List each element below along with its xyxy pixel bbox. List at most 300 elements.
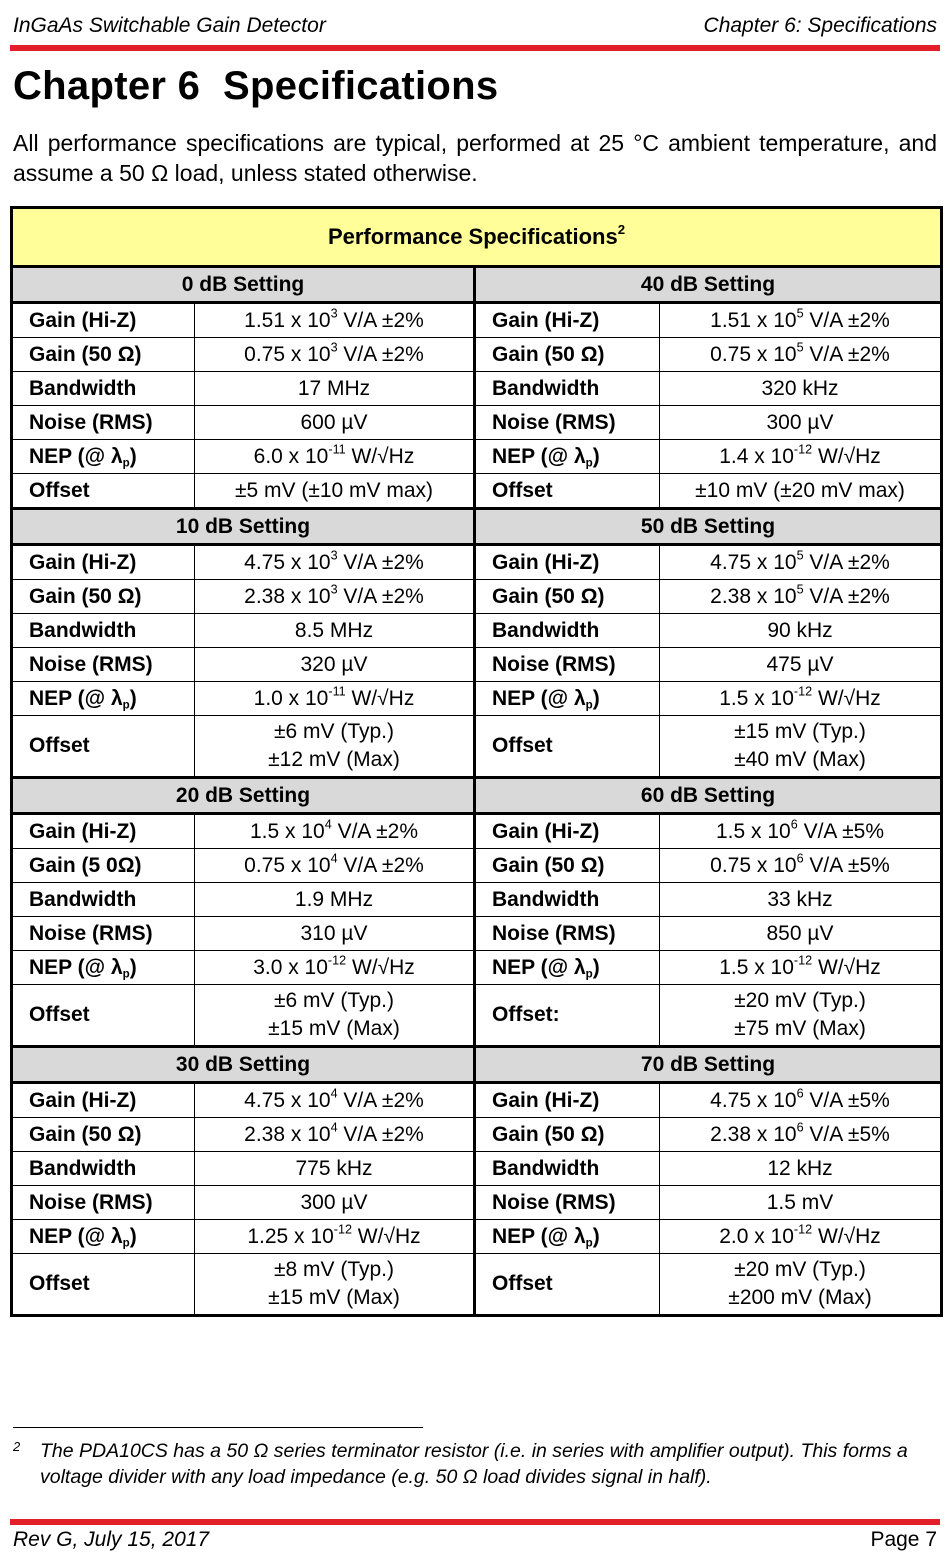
spec-label-0-db-setting-gain-hi-z	[12, 303, 195, 338]
table-row	[12, 1220, 942, 1254]
spec-value-60-db-setting-offset	[660, 985, 942, 1047]
spec-value-text: 300 µV	[300, 1190, 368, 1214]
setting-header-row	[12, 1047, 942, 1083]
spec-label-60-db-setting-noise-rms	[475, 917, 660, 951]
spec-value-exponent: 3	[330, 306, 338, 321]
spec-label-0-db-setting-nep-p	[12, 440, 195, 474]
spec-label-text: Noise (RMS)	[29, 1190, 153, 1214]
spec-value-40-db-setting-gain-50	[660, 338, 942, 372]
spec-label-text: Offset	[29, 734, 90, 757]
spec-value-unit: V/A ±5%	[803, 853, 890, 877]
spec-value-0-db-setting-nep-p	[195, 440, 475, 474]
spec-value-exponent: -12	[793, 442, 813, 457]
footer-revision: Rev G, July 15, 2017	[13, 1528, 210, 1551]
spec-label-70-db-setting-gain-50	[475, 1118, 660, 1152]
spec-label-60-db-setting-offset	[475, 985, 660, 1047]
spec-label-30-db-setting-noise-rms	[12, 1186, 195, 1220]
footer-rule	[10, 1519, 940, 1525]
spec-value-20-db-setting-gain-5-0	[195, 849, 475, 883]
spec-label-text: Offset	[29, 1003, 90, 1026]
spec-value-30-db-setting-gain-50	[195, 1118, 475, 1152]
spec-value-70-db-setting-nep-p	[660, 1220, 942, 1254]
spec-value-mantissa: 1.51 x 10	[244, 308, 331, 332]
spec-label-text: Offset:	[492, 1003, 560, 1026]
spec-label-70-db-setting-gain-hi-z	[475, 1083, 660, 1118]
spec-value-0-db-setting-noise-rms	[195, 406, 475, 440]
spec-label-text: Gain (50 Ω)	[29, 342, 142, 366]
spec-label-suffix: )	[129, 955, 137, 979]
spec-label-70-db-setting-noise-rms	[475, 1186, 660, 1220]
spec-value-0-db-setting-gain-hi-z	[195, 303, 475, 338]
spec-value-line: ±6 mV (Typ.)	[273, 989, 395, 1012]
spec-value-text: 8.5 MHz	[294, 618, 374, 642]
table-row	[12, 716, 942, 778]
spec-label-text: Noise (RMS)	[29, 921, 153, 945]
spec-value-20-db-setting-nep-p	[195, 951, 475, 985]
spec-value-text: 1.5 mV	[766, 1190, 834, 1214]
spec-label-40-db-setting-bandwidth	[475, 372, 660, 406]
spec-value-70-db-setting-bandwidth	[660, 1152, 942, 1186]
spec-value-50-db-setting-bandwidth	[660, 614, 942, 648]
spec-value-text: 33 kHz	[767, 887, 833, 911]
spec-value-line: ±20 mV (Typ.)	[734, 989, 866, 1012]
table-row	[12, 614, 942, 648]
setting-header-0-db-setting: 0 dB Setting	[12, 267, 475, 303]
spec-label-20-db-setting-gain-hi-z	[12, 814, 195, 849]
spec-value-line: ±8 mV (Typ.)	[273, 1258, 395, 1281]
spec-value-unit: V/A ±5%	[797, 819, 884, 843]
spec-value-unit: W/√Hz	[351, 1224, 421, 1248]
spec-value-mantissa: 2.38 x 10	[710, 584, 797, 608]
spec-value-unit: V/A ±2%	[803, 550, 890, 574]
spec-label-text: Gain (50 Ω)	[29, 584, 142, 608]
footnote-text: The PDA10CS has a 50 Ω series terminator resistor (i.e. in series with amplifier output). This forms a voltage divider with any load impedance (e.g. 50 Ω load divides signal in half).	[40, 1440, 908, 1488]
spec-label-30-db-setting-gain-50	[12, 1118, 195, 1152]
chapter-title: Chapter 6 Specifications	[13, 64, 499, 108]
spec-value-unit: V/A ±5%	[803, 1122, 890, 1146]
setting-header-50-db-setting: 50 dB Setting	[475, 509, 942, 545]
spec-label-60-db-setting-bandwidth	[475, 883, 660, 917]
performance-spec-table	[10, 206, 943, 1317]
spec-value-unit: V/A ±2%	[803, 342, 890, 366]
spec-value-text: 1.9 MHz	[294, 887, 374, 911]
spec-value-mantissa: 6.0 x 10	[253, 444, 329, 468]
spec-label-text: Noise (RMS)	[492, 1190, 616, 1214]
table-row	[12, 545, 942, 580]
spec-label-10-db-setting-noise-rms	[12, 648, 195, 682]
spec-label-subscript: p	[122, 456, 130, 469]
spec-label-40-db-setting-noise-rms	[475, 406, 660, 440]
table-title-row	[12, 208, 942, 267]
spec-value-unit: V/A ±2%	[337, 550, 424, 574]
spec-value-line: ±75 mV (Max)	[734, 1017, 866, 1040]
spec-value-mantissa: 1.5 x 10	[250, 819, 325, 843]
spec-value-exponent: 4	[330, 1086, 338, 1101]
spec-label-text: Gain (50 Ω)	[492, 853, 605, 877]
spec-value-unit: V/A ±5%	[803, 1088, 890, 1112]
spec-value-unit: V/A ±2%	[337, 342, 424, 366]
spec-label-text: NEP (@ λ	[492, 444, 586, 468]
spec-value-exponent: 5	[796, 548, 804, 563]
table-row	[12, 648, 942, 682]
table-row	[12, 1083, 942, 1118]
spec-value-text: ±5 mV (±10 mV max)	[234, 478, 434, 502]
spec-label-subscript: p	[122, 698, 130, 711]
setting-header-60-db-setting: 60 dB Setting	[475, 778, 942, 814]
spec-label-text: Gain (Hi-Z)	[29, 819, 137, 843]
header-rule	[10, 45, 940, 51]
spec-value-70-db-setting-noise-rms	[660, 1186, 942, 1220]
spec-value-exponent: 4	[324, 817, 332, 832]
spec-label-text: NEP (@ λ	[29, 444, 123, 468]
spec-value-unit: V/A ±2%	[337, 853, 424, 877]
table-row	[12, 474, 942, 509]
spec-value-line: ±20 mV (Typ.)	[734, 1258, 866, 1281]
spec-value-unit: V/A ±2%	[803, 308, 890, 332]
footnote-mark: 2	[13, 1439, 21, 1454]
spec-label-50-db-setting-noise-rms	[475, 648, 660, 682]
spec-value-mantissa: 4.75 x 10	[244, 1088, 331, 1112]
spec-value-0-db-setting-offset	[195, 474, 475, 509]
table-row	[12, 951, 942, 985]
spec-value-exponent: 4	[330, 851, 338, 866]
spec-label-30-db-setting-nep-p	[12, 1220, 195, 1254]
spec-label-10-db-setting-gain-hi-z	[12, 545, 195, 580]
table-row	[12, 1118, 942, 1152]
spec-value-unit: V/A ±2%	[803, 584, 890, 608]
spec-label-30-db-setting-bandwidth	[12, 1152, 195, 1186]
spec-value-unit: W/√Hz	[812, 444, 881, 468]
spec-value-70-db-setting-gain-50	[660, 1118, 942, 1152]
spec-label-60-db-setting-gain-hi-z	[475, 814, 660, 849]
spec-label-30-db-setting-offset	[12, 1254, 195, 1316]
table-row	[12, 883, 942, 917]
spec-label-suffix: )	[129, 1224, 137, 1248]
spec-label-text: Gain (5 0Ω)	[29, 853, 142, 877]
spec-value-30-db-setting-gain-hi-z	[195, 1083, 475, 1118]
spec-value-mantissa: 2.38 x 10	[710, 1122, 797, 1146]
running-header	[13, 14, 937, 42]
spec-value-text: 600 µV	[300, 410, 368, 434]
spec-label-text: Gain (Hi-Z)	[492, 308, 600, 332]
spec-value-60-db-setting-noise-rms	[660, 917, 942, 951]
spec-label-70-db-setting-offset	[475, 1254, 660, 1316]
spec-value-exponent: 6	[796, 1086, 804, 1101]
spec-value-mantissa: 1.51 x 10	[710, 308, 797, 332]
spec-value-mantissa: 2.38 x 10	[244, 1122, 331, 1146]
spec-value-unit: W/√Hz	[345, 686, 415, 710]
spec-label-text: Noise (RMS)	[492, 652, 616, 676]
spec-value-exponent: 6	[796, 1120, 804, 1135]
spec-value-40-db-setting-bandwidth	[660, 372, 942, 406]
spec-label-40-db-setting-gain-50	[475, 338, 660, 372]
spec-value-mantissa: 1.0 x 10	[253, 686, 329, 710]
spec-value-exponent: 5	[796, 306, 804, 321]
spec-value-50-db-setting-offset	[660, 716, 942, 778]
table-row	[12, 1254, 942, 1316]
spec-label-text: Bandwidth	[29, 618, 137, 642]
spec-label-suffix: )	[129, 686, 137, 710]
spec-label-70-db-setting-bandwidth	[475, 1152, 660, 1186]
spec-value-mantissa: 4.75 x 10	[710, 550, 797, 574]
setting-header-10-db-setting: 10 dB Setting	[12, 509, 475, 545]
footnote	[13, 1438, 937, 1490]
header-chapter-name: Chapter 6: Specifications	[703, 14, 937, 37]
spec-label-50-db-setting-offset	[475, 716, 660, 778]
spec-label-text: Gain (50 Ω)	[29, 1122, 142, 1146]
spec-label-40-db-setting-offset	[475, 474, 660, 509]
spec-label-0-db-setting-offset	[12, 474, 195, 509]
spec-label-50-db-setting-nep-p	[475, 682, 660, 716]
spec-label-text: Noise (RMS)	[492, 921, 616, 945]
table-row	[12, 580, 942, 614]
spec-label-40-db-setting-gain-hi-z	[475, 303, 660, 338]
spec-label-20-db-setting-bandwidth	[12, 883, 195, 917]
table-row	[12, 338, 942, 372]
spec-value-10-db-setting-nep-p	[195, 682, 475, 716]
spec-value-text: 475 µV	[766, 652, 834, 676]
spec-label-subscript: p	[122, 967, 130, 980]
spec-value-line: ±15 mV (Max)	[268, 1286, 400, 1309]
spec-value-exponent: -12	[327, 953, 347, 968]
spec-value-mantissa: 0.75 x 10	[244, 853, 331, 877]
spec-value-60-db-setting-nep-p	[660, 951, 942, 985]
spec-value-unit: V/A ±2%	[331, 819, 418, 843]
spec-label-suffix: )	[592, 1224, 600, 1248]
spec-label-text: Offset	[492, 1272, 553, 1295]
spec-value-50-db-setting-nep-p	[660, 682, 942, 716]
spec-label-text: Gain (50 Ω)	[492, 1122, 605, 1146]
spec-value-30-db-setting-offset	[195, 1254, 475, 1316]
spec-value-text: ±10 mV (±20 mV max)	[695, 478, 905, 502]
spec-value-50-db-setting-noise-rms	[660, 648, 942, 682]
table-title	[12, 208, 942, 267]
spec-value-line: ±15 mV (Typ.)	[734, 720, 866, 743]
spec-value-unit: V/A ±2%	[337, 584, 424, 608]
spec-label-text: NEP (@ λ	[29, 955, 123, 979]
spec-value-40-db-setting-offset	[660, 474, 942, 509]
setting-header-row	[12, 509, 942, 545]
spec-label-text: Offset	[492, 478, 553, 502]
spec-value-exponent: -12	[333, 1222, 352, 1237]
table-row	[12, 1152, 942, 1186]
spec-label-text: Gain (Hi-Z)	[492, 550, 600, 574]
spec-label-text: Noise (RMS)	[29, 410, 153, 434]
spec-value-unit: V/A ±2%	[337, 1088, 424, 1112]
spec-label-40-db-setting-nep-p	[475, 440, 660, 474]
spec-value-mantissa: 2.0 x 10	[719, 1224, 794, 1248]
spec-value-exponent: 3	[330, 340, 338, 355]
spec-label-20-db-setting-offset	[12, 985, 195, 1047]
table-row	[12, 372, 942, 406]
spec-label-60-db-setting-nep-p	[475, 951, 660, 985]
spec-value-line: ±40 mV (Max)	[734, 748, 866, 771]
spec-value-30-db-setting-nep-p	[195, 1220, 475, 1254]
spec-label-text: Bandwidth	[492, 618, 600, 642]
table-row	[12, 303, 942, 338]
spec-label-text: Gain (50 Ω)	[492, 584, 605, 608]
spec-label-text: Gain (50 Ω)	[492, 342, 605, 366]
spec-value-20-db-setting-offset	[195, 985, 475, 1047]
spec-value-exponent: -12	[793, 953, 813, 968]
spec-value-mantissa: 2.38 x 10	[244, 584, 331, 608]
spec-label-10-db-setting-nep-p	[12, 682, 195, 716]
spec-value-unit: W/√Hz	[812, 686, 881, 710]
spec-label-text: Bandwidth	[492, 1156, 600, 1180]
spec-value-20-db-setting-bandwidth	[195, 883, 475, 917]
setting-header-40-db-setting: 40 dB Setting	[475, 267, 942, 303]
header-document-title: InGaAs Switchable Gain Detector	[13, 14, 326, 37]
spec-label-20-db-setting-gain-5-0	[12, 849, 195, 883]
spec-value-line: ±12 mV (Max)	[268, 748, 400, 771]
spec-label-text: Noise (RMS)	[29, 652, 153, 676]
spec-value-40-db-setting-gain-hi-z	[660, 303, 942, 338]
spec-value-10-db-setting-gain-hi-z	[195, 545, 475, 580]
setting-header-20-db-setting: 20 dB Setting	[12, 778, 475, 814]
spec-label-50-db-setting-gain-50	[475, 580, 660, 614]
spec-value-unit: W/√Hz	[345, 444, 415, 468]
table-row	[12, 440, 942, 474]
spec-value-exponent: 6	[790, 817, 798, 832]
spec-value-10-db-setting-gain-50	[195, 580, 475, 614]
spec-value-20-db-setting-gain-hi-z	[195, 814, 475, 849]
spec-value-exponent: 3	[330, 548, 338, 563]
spec-value-line: ±6 mV (Typ.)	[273, 720, 395, 743]
spec-value-unit: V/A ±2%	[337, 1122, 424, 1146]
spec-value-30-db-setting-bandwidth	[195, 1152, 475, 1186]
spec-value-exponent: 3	[330, 582, 338, 597]
spec-value-text: 775 kHz	[295, 1156, 373, 1180]
spec-label-subscript: p	[585, 1236, 593, 1249]
spec-value-text: 320 µV	[300, 652, 368, 676]
spec-value-mantissa: 3.0 x 10	[253, 955, 328, 979]
spec-value-mantissa: 1.5 x 10	[716, 819, 791, 843]
spec-label-10-db-setting-bandwidth	[12, 614, 195, 648]
table-row	[12, 985, 942, 1047]
spec-value-30-db-setting-noise-rms	[195, 1186, 475, 1220]
setting-header-row	[12, 267, 942, 303]
spec-label-text: Gain (Hi-Z)	[29, 550, 137, 574]
spec-value-70-db-setting-offset	[660, 1254, 942, 1316]
table-row	[12, 814, 942, 849]
spec-value-text: 12 kHz	[767, 1156, 833, 1180]
spec-label-suffix: )	[592, 444, 600, 468]
table-row	[12, 682, 942, 716]
spec-value-exponent: -12	[793, 684, 813, 699]
spec-label-text: Gain (Hi-Z)	[29, 308, 137, 332]
spec-value-mantissa: 4.75 x 10	[710, 1088, 797, 1112]
table-row	[12, 1186, 942, 1220]
spec-value-exponent: 5	[796, 582, 804, 597]
spec-label-0-db-setting-noise-rms	[12, 406, 195, 440]
spec-value-exponent: -12	[793, 1222, 813, 1237]
spec-value-10-db-setting-bandwidth	[195, 614, 475, 648]
spec-label-0-db-setting-bandwidth	[12, 372, 195, 406]
spec-label-suffix: )	[129, 444, 137, 468]
spec-label-70-db-setting-nep-p	[475, 1220, 660, 1254]
spec-label-subscript: p	[122, 1236, 130, 1249]
setting-header-70-db-setting: 70 dB Setting	[475, 1047, 942, 1083]
spec-value-text: 320 kHz	[761, 376, 839, 400]
spec-label-20-db-setting-noise-rms	[12, 917, 195, 951]
spec-label-20-db-setting-nep-p	[12, 951, 195, 985]
spec-value-50-db-setting-gain-hi-z	[660, 545, 942, 580]
spec-label-subscript: p	[585, 967, 593, 980]
spec-value-exponent: 6	[796, 851, 804, 866]
spec-value-60-db-setting-gain-hi-z	[660, 814, 942, 849]
spec-label-text: Bandwidth	[492, 887, 600, 911]
spec-label-10-db-setting-gain-50	[12, 580, 195, 614]
spec-value-mantissa: 1.5 x 10	[719, 955, 794, 979]
spec-label-text: NEP (@ λ	[492, 955, 586, 979]
spec-value-mantissa: 0.75 x 10	[710, 342, 797, 366]
spec-value-mantissa: 0.75 x 10	[710, 853, 797, 877]
spec-value-text: 17 MHz	[297, 376, 371, 400]
table-title-footnote-ref: 2	[617, 222, 626, 238]
spec-value-unit: W/√Hz	[812, 1224, 881, 1248]
spec-value-10-db-setting-noise-rms	[195, 648, 475, 682]
footnote-rule	[13, 1427, 423, 1428]
spec-value-exponent: 5	[796, 340, 804, 355]
spec-value-60-db-setting-gain-50	[660, 849, 942, 883]
spec-label-text: Offset	[29, 1272, 90, 1295]
spec-value-exponent: -11	[328, 442, 346, 457]
spec-label-0-db-setting-gain-50	[12, 338, 195, 372]
spec-label-suffix: )	[592, 686, 600, 710]
spec-label-text: Gain (Hi-Z)	[29, 1088, 137, 1112]
spec-label-text: Bandwidth	[29, 1156, 137, 1180]
spec-value-text: 90 kHz	[767, 618, 833, 642]
spec-label-text: NEP (@ λ	[492, 1224, 586, 1248]
spec-value-60-db-setting-bandwidth	[660, 883, 942, 917]
spec-label-text: Gain (Hi-Z)	[492, 1088, 600, 1112]
spec-label-subscript: p	[585, 456, 593, 469]
table-row	[12, 849, 942, 883]
spec-label-60-db-setting-gain-50	[475, 849, 660, 883]
table-row	[12, 917, 942, 951]
running-footer	[13, 1528, 937, 1556]
spec-value-line: ±200 mV (Max)	[728, 1286, 872, 1309]
spec-value-mantissa: 1.25 x 10	[247, 1224, 334, 1248]
intro-paragraph: All performance specifications are typical, performed at 25 °C ambient temperature, and assume a 50 Ω load, unless stated otherwise.	[13, 130, 937, 186]
spec-label-text: Offset	[29, 478, 90, 502]
spec-value-70-db-setting-gain-hi-z	[660, 1083, 942, 1118]
spec-label-10-db-setting-offset	[12, 716, 195, 778]
footer-page-number: Page 7	[870, 1528, 937, 1551]
spec-label-50-db-setting-bandwidth	[475, 614, 660, 648]
spec-value-mantissa: 1.4 x 10	[719, 444, 794, 468]
spec-label-subscript: p	[585, 698, 593, 711]
table-title-text: Performance Specifications	[327, 224, 618, 249]
spec-value-text: 310 µV	[300, 921, 368, 945]
spec-value-text: 850 µV	[766, 921, 834, 945]
spec-label-50-db-setting-gain-hi-z	[475, 545, 660, 580]
spec-label-text: Bandwidth	[492, 376, 600, 400]
spec-label-text: Offset	[492, 734, 553, 757]
spec-label-text: Bandwidth	[29, 376, 137, 400]
spec-value-mantissa: 0.75 x 10	[244, 342, 331, 366]
spec-value-unit: V/A ±2%	[337, 308, 424, 332]
spec-label-text: NEP (@ λ	[492, 686, 586, 710]
setting-header-30-db-setting: 30 dB Setting	[12, 1047, 475, 1083]
spec-label-text: Bandwidth	[29, 887, 137, 911]
spec-value-unit: W/√Hz	[346, 955, 415, 979]
spec-value-mantissa: 1.5 x 10	[719, 686, 794, 710]
spec-value-mantissa: 4.75 x 10	[244, 550, 331, 574]
spec-value-exponent: -11	[328, 684, 346, 699]
spec-value-exponent: 4	[330, 1120, 338, 1135]
spec-value-20-db-setting-noise-rms	[195, 917, 475, 951]
